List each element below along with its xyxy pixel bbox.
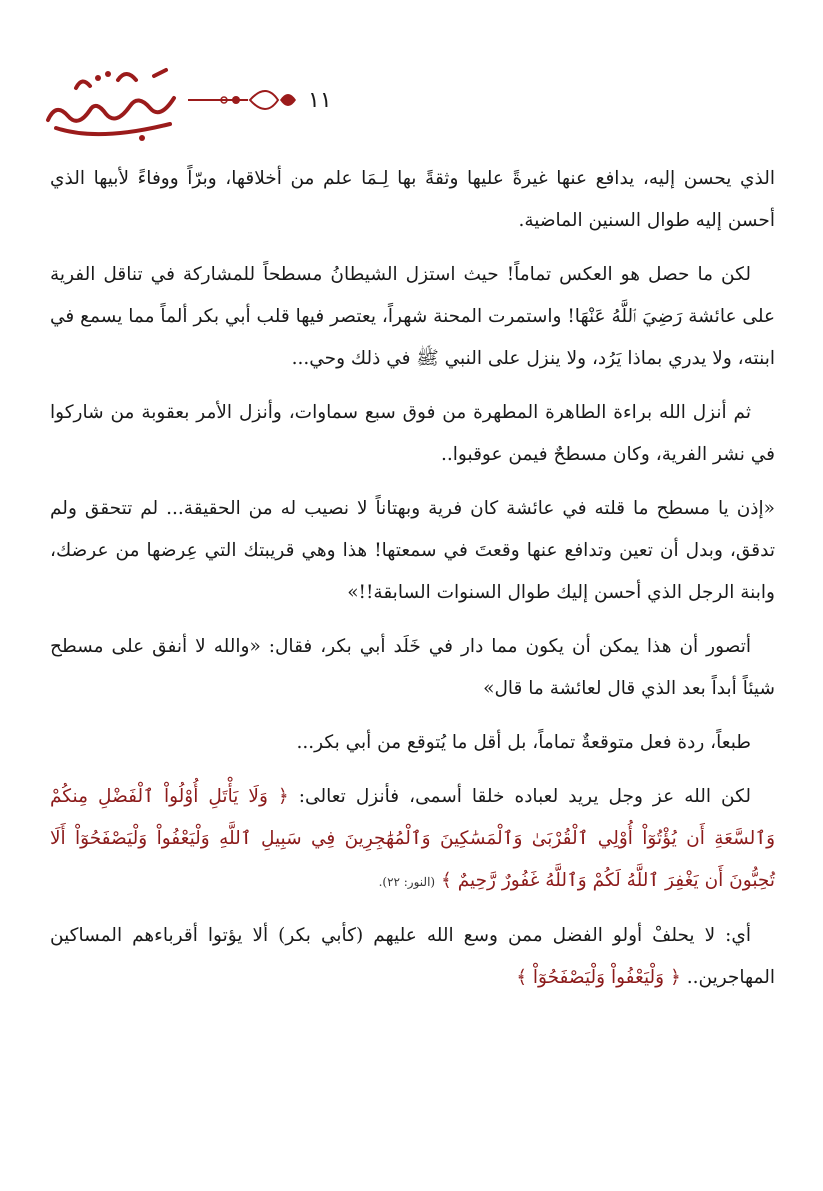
decorative-flourish-icon xyxy=(188,80,298,120)
page-number: ١١ xyxy=(308,88,332,113)
paragraph-text: أي: لا يحلفْ أولو الفضل ممن وسع الله عليهم (كأبي بكر) ألا يؤتوا أقرباءهم المساكين المهاجرين.. xyxy=(50,925,775,988)
book-title-logo xyxy=(38,58,188,148)
page-header xyxy=(38,58,368,148)
page-body xyxy=(50,158,775,1011)
verse-reference: (النور: ٢٢). xyxy=(378,875,436,889)
paragraph-with-verse xyxy=(50,915,775,999)
paragraph: الذي يحسن إليه، يدافع عنها غيرةً عليها وثقةً بها لِـمَا علم من أخلاقها، وبرّاً ووفاءً لأبيها الذي أحسن إليه طوال السنين الماضية. xyxy=(50,168,775,231)
quote-paragraph: «إذن يا مسطح ما قلته في عائشة كان فرية وبهتاناً لا نصيب له من الحقيقة... لم تتحقق ولم تدقق، وبدل أن تعين وتدافع عنها وقعتَ في سمعتها! هذا وهي قريبتك التي عِرضها من عرضك، وابنة الرجل الذي أحسن إليك طوال السنوات السابقة!!» xyxy=(50,498,775,603)
paragraph: أتصور أن هذا يمكن أن يكون مما دار في خَلَد أبي بكر، فقال: «والله لا أنفق على مسطح شيئاً أبداً بعد الذي قال لعائشة ما قال» xyxy=(50,636,775,699)
paragraph: لكن ما حصل هو العكس تماماً! حيث استزل الشيطانُ مسطحاً للمشاركة في تناقل الفرية على عائشة رَضِيَ ٱللَّهُ عَنْهَا! واستمرت المحنة شهراً، يعتصر فيها قلب أبي بكر ألماً مما يسمع في ابنته، ولا يدري بماذا يَرُد، ولا ينزل على النبي ﷺ في ذلك وحي... xyxy=(50,264,775,369)
paragraph: طبعاً، ردة فعل متوقعةٌ تماماً، بل أقل ما يُتوقع من أبي بكر... xyxy=(296,732,751,753)
quran-verse: ﴿ وَلَا يَأْتَلِ أُوْلُواْ ٱلْفَضْلِ مِنكُمْ وَٱلسَّعَةِ أَن يُؤْتُوٓاْ أُوْلِي ٱلْقُرْبَىٰ وَٱلْمَسَٰكِينَ وَٱلْمُهَٰجِرِينَ فِي سَبِيلِ ٱللَّهِ وَلْيَعْفُواْ وَلْيَصْفَحُوٓاْ أَلَا تُحِبُّونَ أَن يَغْفِرَ ٱللَّهُ لَكُمْ وَٱللَّهُ غَفُورٌ رَّحِيمٌ ﴾ xyxy=(50,786,775,891)
paragraph-text: لكن الله عز وجل يريد لعباده خلقا أسمى، فأنزل تعالى: xyxy=(288,786,751,807)
paragraph: ثم أنزل الله براءة الطاهرة المطهرة من فوق سبع سماوات، وأنزل الأمر بعقوبة من شاركوا في نشر الفرية، وكان مسطحٌ فيمن عوقبوا.. xyxy=(50,402,775,465)
paragraph-with-verse xyxy=(50,776,775,903)
quran-verse: ﴿ وَلْيَعْفُواْ وَلْيَصْفَحُوٓاْ ﴾ xyxy=(516,967,681,988)
